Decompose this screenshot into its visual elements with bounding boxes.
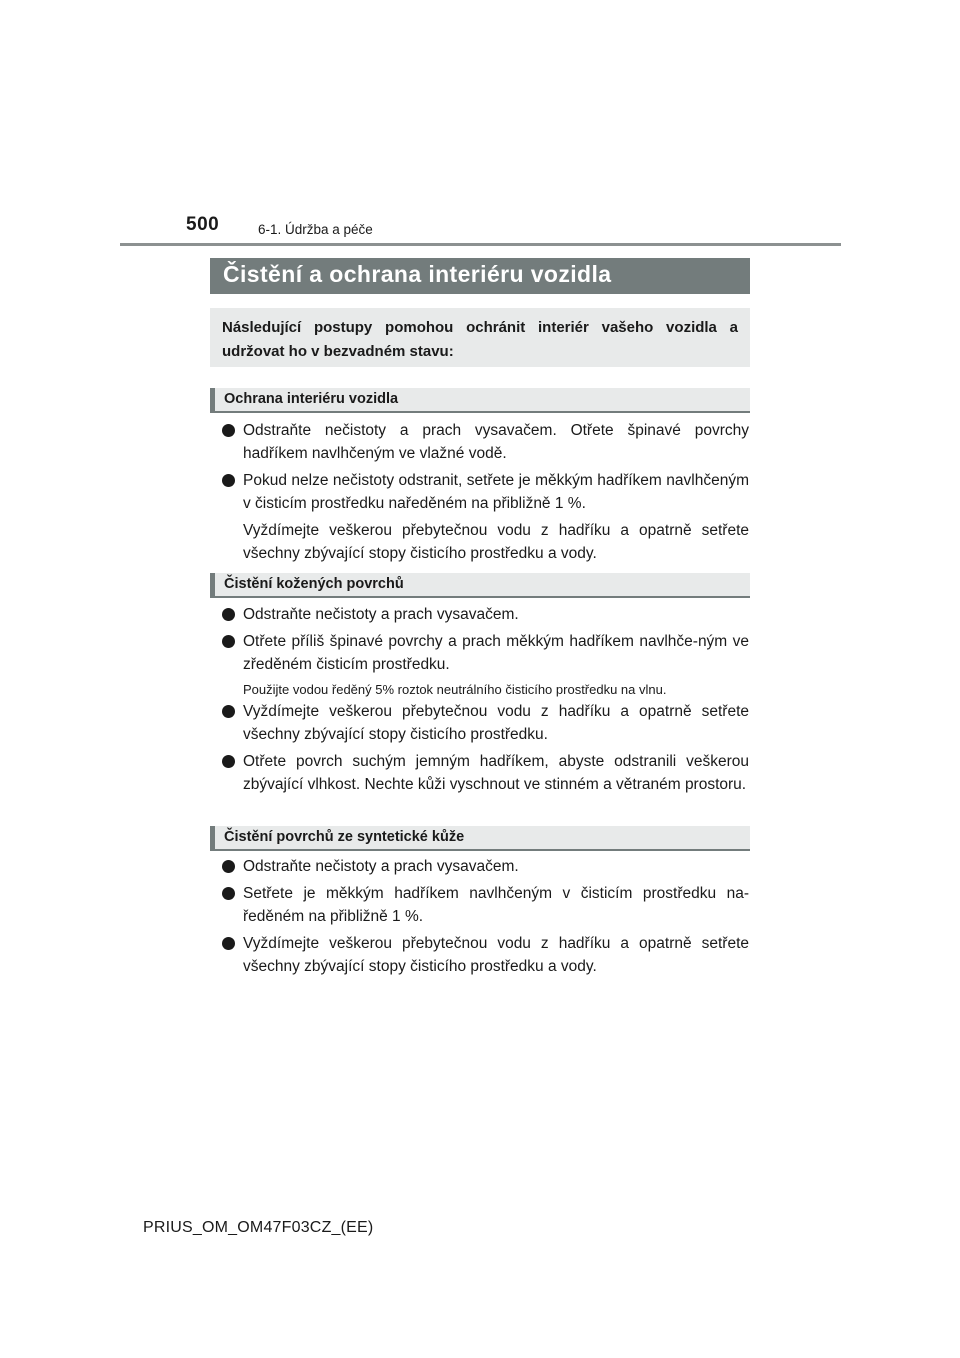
- intro-box: Následující postupy pomohou ochránit interiér vašeho vozidla a udržovat ho v bezvadném stavu:: [210, 308, 750, 367]
- list-item-text: Vyždímejte veškerou přebytečnou vodu z hadříku a opatrně setřete všechny zbývající stopy čisticího prostředku.: [243, 703, 749, 743]
- footer-document-code: PRIUS_OM_OM47F03CZ_(EE): [143, 1219, 374, 1236]
- list-item: [222, 603, 749, 626]
- section-label: 6-1. Údržba a péče: [258, 222, 373, 237]
- page-title: Čistění a ochrana interiéru vozidla: [210, 258, 750, 294]
- list-item: [222, 855, 749, 878]
- list-item: [222, 882, 749, 928]
- list-item-text: Odstraňte nečistoty a prach vysavačem.: [243, 606, 519, 623]
- section-interior-protection: [222, 419, 749, 569]
- list-item-text: Setřete je měkkým hadříkem navlhčeným v čisticím prostředku na-ředěném na přibližně 1 %.: [243, 885, 749, 925]
- section-leather-cleaning: [222, 603, 749, 800]
- subheading-interior-protection: Ochrana interiéru vozidla: [210, 388, 750, 413]
- header-rule: [120, 243, 841, 246]
- list-item-text: Odstraňte nečistoty a prach vysavačem. Otřete špinavé povrchy hadříkem navlhčeným ve vlažné vodě.: [243, 422, 749, 462]
- bullet-icon: [222, 608, 235, 621]
- list-item: [222, 700, 749, 746]
- bullet-icon: [222, 755, 235, 768]
- list-item: [222, 419, 749, 465]
- page-number: 500: [186, 214, 220, 235]
- bullet-icon: [222, 705, 235, 718]
- list-item-text: Odstraňte nečistoty a prach vysavačem.: [243, 858, 519, 875]
- bullet-icon: [222, 887, 235, 900]
- list-item-text: Vyždímejte veškerou přebytečnou vodu z hadříku a opatrně setřete všechny zbývající stopy čisticího prostředku a vody.: [243, 935, 749, 975]
- section-synthetic-leather: [222, 855, 749, 982]
- list-item: [222, 630, 749, 676]
- bullet-icon: [222, 474, 235, 487]
- list-item-text: Pokud nelze nečistoty odstranit, setřete je měkkým hadříkem navlhčeným v čisticím prostředku naředěném na přibližně 1 %.: [243, 472, 749, 512]
- bullet-icon: [222, 635, 235, 648]
- note-text: Použijte vodou ředěný 5% roztok neutrálního čisticího prostředku na vlnu.: [243, 682, 667, 697]
- subheading-synthetic-leather: Čistění povrchů ze syntetické kůže: [210, 826, 750, 851]
- bullet-icon: [222, 860, 235, 873]
- subheading-leather-cleaning: Čistění kožených povrchů: [210, 573, 750, 598]
- list-item-text: Otřete povrch suchým jemným hadříkem, abyste odstranili veškerou zbývající vlhkost. Nechte kůži vyschnout ve stinném a větraném prostoru.: [243, 753, 749, 793]
- list-item: [222, 469, 749, 515]
- bullet-icon: [222, 937, 235, 950]
- list-item: [222, 750, 749, 796]
- paragraph: Vyždímejte veškerou přebytečnou vodu z hadříku a opatrně setřete všechny zbývající stopy čisticího prostředku a vody.: [243, 522, 749, 562]
- list-item: [222, 932, 749, 978]
- bullet-icon: [222, 424, 235, 437]
- list-item-text: Otřete příliš špinavé povrchy a prach měkkým hadříkem navlhče-ným ve zředěném čisticím prostředku.: [243, 633, 749, 673]
